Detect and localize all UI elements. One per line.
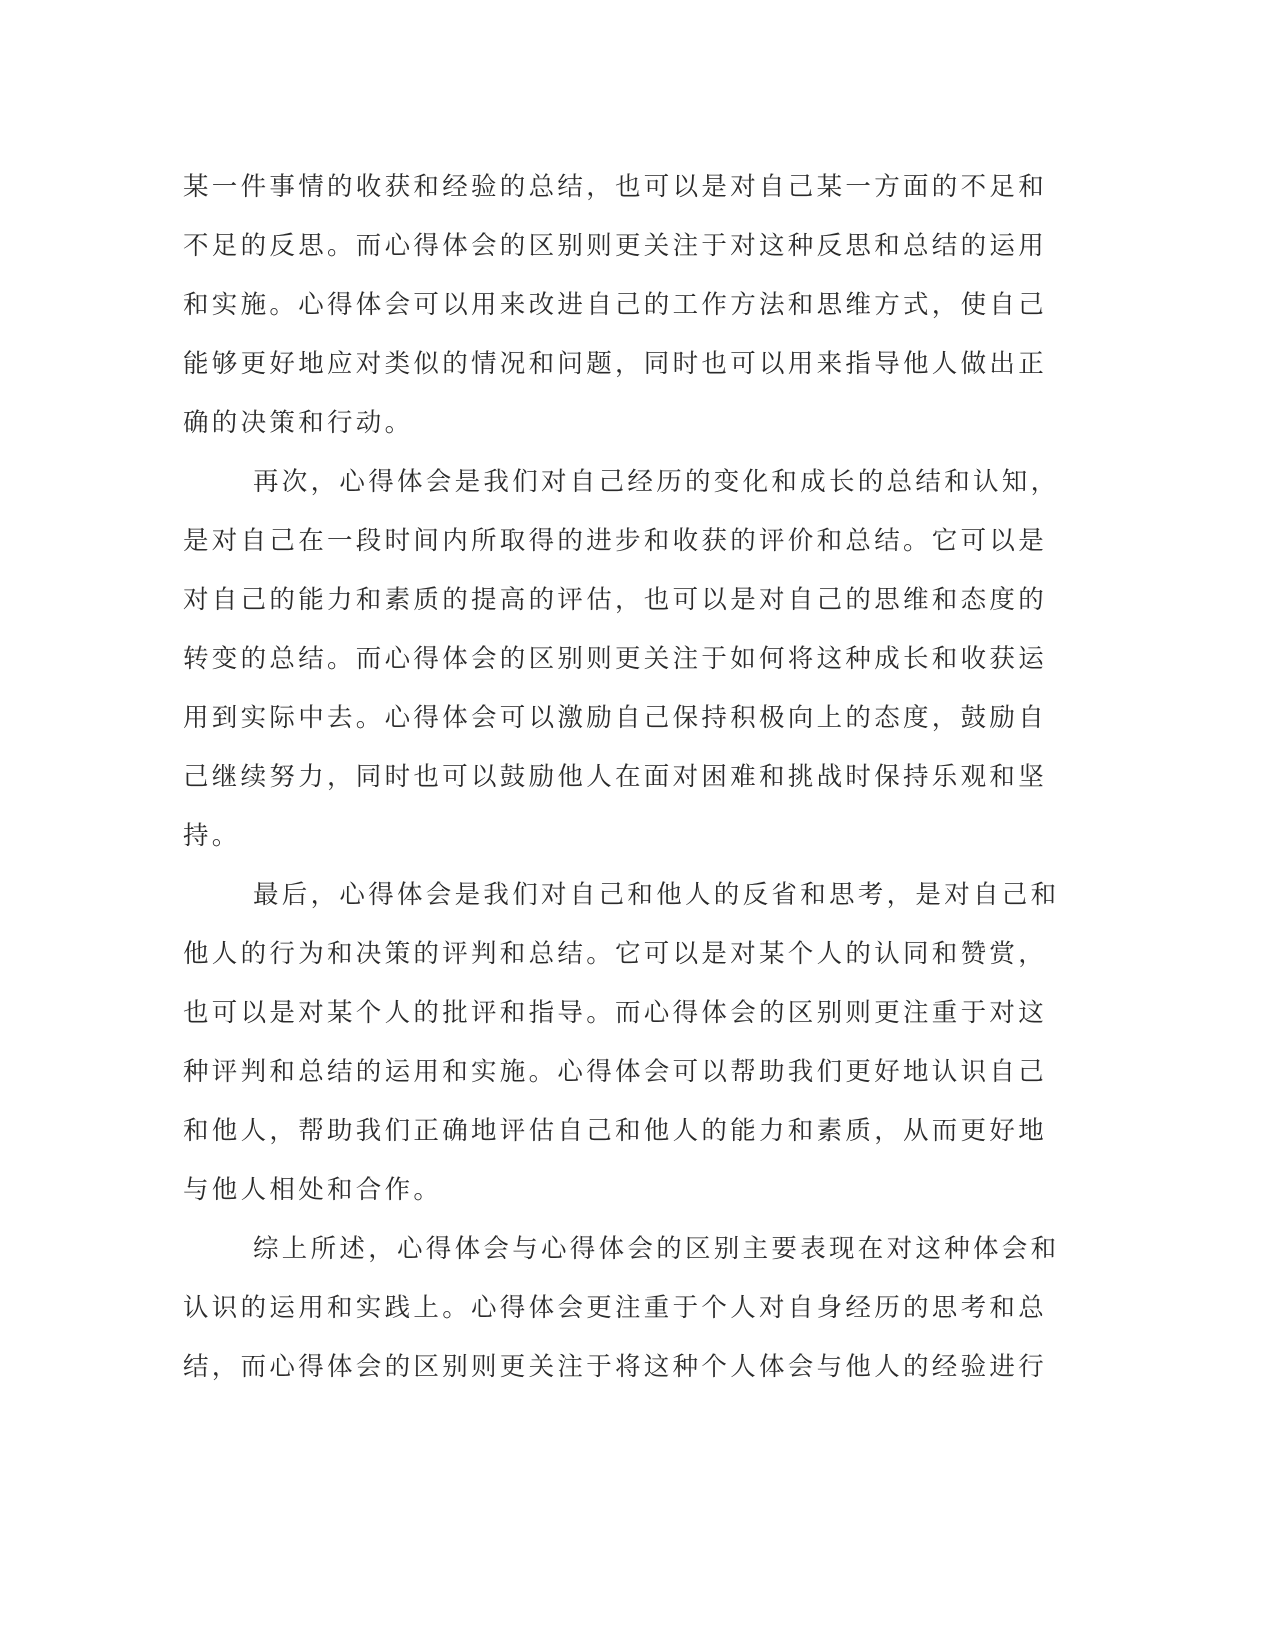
text-line: 认识的运用和实践上。心得体会更注重于个人对自身经历的思考和总 [183,1293,1048,1323]
text-line: 种评判和总结的运用和实施。心得体会可以帮助我们更好地认识自己 [183,1057,1048,1087]
body-text [183,158,1060,1397]
text-line: 确的决策和行动。 [183,408,414,438]
paragraph-first-line: 综上所述，心得体会与心得体会的区别主要表现在对这种体会和 [253,1234,1060,1264]
text-line: 己继续努力，同时也可以鼓励他人在面对困难和挑战时保持乐观和坚 [183,762,1048,792]
paragraph-first-line: 最后，心得体会是我们对自己和他人的反省和思考，是对自己和 [253,880,1060,910]
text-line: 是对自己在一段时间内所取得的进步和收获的评价和总结。它可以是 [183,526,1048,556]
paragraph-first-line: 再次，心得体会是我们对自己经历的变化和成长的总结和认知， [253,467,1060,497]
text-line: 能够更好地应对类似的情况和问题，同时也可以用来指导他人做出正 [183,349,1048,379]
text-line: 和他人，帮助我们正确地评估自己和他人的能力和素质，从而更好地 [183,1116,1048,1146]
text-line: 和实施。心得体会可以用来改进自己的工作方法和思维方式，使自己 [183,290,1048,320]
text-line: 用到实际中去。心得体会可以激励自己保持积极向上的态度，鼓励自 [183,703,1048,733]
text-line: 某一件事情的收获和经验的总结，也可以是对自己某一方面的不足和 [183,172,1048,202]
text-line: 他人的行为和决策的评判和总结。它可以是对某个人的认同和赞赏， [183,939,1048,969]
text-line: 与他人相处和合作。 [183,1175,443,1205]
text-line: 不足的反思。而心得体会的区别则更关注于对这种反思和总结的运用 [183,231,1048,261]
text-line: 转变的总结。而心得体会的区别则更关注于如何将这种成长和收获运 [183,644,1048,674]
text-line: 结，而心得体会的区别则更关注于将这种个人体会与他人的经验进行 [183,1352,1048,1382]
text-line: 也可以是对某个人的批评和指导。而心得体会的区别则更注重于对这 [183,998,1048,1028]
text-line: 对自己的能力和素质的提高的评估，也可以是对自己的思维和态度的 [183,585,1048,615]
text-line: 持。 [183,821,241,851]
